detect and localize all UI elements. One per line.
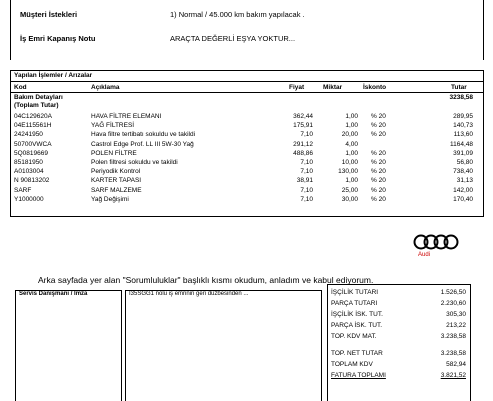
divider [11, 81, 483, 82]
cell-amount: 113,60 [453, 131, 473, 139]
totals-value: 305,30 [446, 311, 466, 318]
cell-desc: SARF MALZEME [91, 186, 142, 194]
table-row [11, 131, 483, 140]
divider [11, 92, 483, 93]
totals-value: 3.238,58 [440, 333, 466, 340]
labor-details-label [14, 94, 63, 110]
cell-amount: 738,40 [453, 168, 473, 176]
cell-price: 362,44 [293, 113, 313, 120]
cell-desc: Yağ Değişimi [91, 195, 129, 203]
cell-price: 7,10 [300, 131, 313, 139]
table-row [11, 177, 483, 186]
cell-code: 85181950 [14, 159, 43, 166]
cell-amount: 140,73 [453, 122, 473, 130]
cell-price: 488,86 [293, 149, 313, 157]
cell-qty: 4,00 [345, 140, 358, 148]
totals-row [331, 310, 466, 320]
cell-desc: Periyodik Kontrol [91, 168, 141, 176]
totals-value: 582,94 [446, 361, 466, 368]
cell-code: 04C129620A [14, 113, 52, 120]
cell-qty: 30,00 [341, 195, 358, 203]
cell-desc: YAĞ FİLTRESİ [91, 122, 135, 130]
cell-qty: 1,00 [345, 177, 358, 185]
operations-table [10, 70, 484, 217]
cell-price: 291,12 [293, 140, 313, 148]
cell-qty: 10,00 [341, 159, 358, 166]
totals-value: 1.526,50 [440, 289, 466, 296]
declaration-text: Arka sayfada yer alan "Sorumluluklar" başlıklı kısmı okudum, anladım ve kabul ediyorum. [38, 275, 374, 285]
cell-desc: HAVA FİLTRE ELEMANI [91, 113, 162, 120]
totals-label: TOP. KDV MAT. [331, 333, 377, 340]
cell-amount: 31,13 [456, 177, 473, 185]
table-row [11, 150, 483, 159]
cell-amount: 1164,48 [449, 140, 473, 148]
service-advisor-box [15, 290, 122, 401]
notes-text: İ35SGG1 nolu iş emrinin geri düzbesinden ... [129, 291, 249, 297]
cell-price: 38,91 [296, 177, 313, 185]
cell-disc: % 20 [371, 186, 386, 194]
totals-row [331, 299, 466, 309]
table-row [11, 141, 483, 150]
cell-disc: % 20 [371, 113, 386, 120]
totals-row [331, 332, 466, 342]
cell-price: 7,10 [300, 168, 313, 176]
cell-qty: 20,00 [341, 131, 358, 139]
col-description: Açıklama [91, 84, 120, 91]
col-qty: Miktar [323, 84, 343, 91]
table-row [11, 196, 483, 205]
customer-requests-label: Müşteri İstekleri [20, 10, 78, 19]
cell-amount: 391,09 [453, 149, 473, 157]
col-price: Fiyat [289, 84, 305, 91]
cell-desc: POLEN FİLTRE [91, 149, 137, 157]
cell-desc: Polen filtresi sokuldu ve takildi [91, 159, 178, 166]
totals-row [331, 349, 466, 359]
cell-disc: % 20 [371, 122, 386, 130]
totals-label: TOPLAM KDV [331, 361, 373, 368]
cell-desc: Hava filtre tertibatı sokuldu ve takildi [91, 131, 196, 139]
cell-code: SARF [14, 186, 32, 194]
cell-code: Y1000000 [14, 195, 44, 203]
cell-qty: 1,00 [345, 122, 358, 130]
audi-logo-icon [412, 232, 460, 252]
notes-box [125, 290, 322, 401]
closing-note-value: ARAÇTA DEĞERLİ EŞYA YOKTUR... [170, 34, 296, 43]
totals-value: 3.238,58 [440, 350, 466, 357]
totals-label: İŞÇİLİK TUTARI [331, 289, 379, 296]
table-row [11, 122, 483, 131]
cell-disc: % 20 [371, 195, 386, 203]
audi-brand-text: Audi [418, 252, 431, 258]
totals-label: İŞÇİLİK İSK. TUT. [331, 311, 383, 318]
cell-code: 5Q0819669 [14, 149, 48, 157]
operations-title: Yapılan İşlemler / Arızalar [14, 72, 93, 79]
labor-details-line2: (Toplam Tutar) [14, 102, 59, 109]
cell-code: 04E115561H [14, 122, 52, 130]
cell-disc: % 20 [371, 168, 386, 176]
cell-amount: 142,00 [453, 186, 473, 194]
cell-amount: 56,80 [456, 159, 473, 166]
totals-value: 2.230,60 [440, 300, 466, 307]
col-amount: Tutar [451, 84, 467, 91]
closing-note-label: İş Emri Kapanış Notu [20, 34, 96, 43]
cell-qty: 25,00 [341, 186, 358, 194]
cell-price: 7,10 [300, 186, 313, 194]
table-row [11, 187, 483, 196]
cell-code: 50700VWCA [14, 140, 52, 148]
cell-code: 24241950 [14, 131, 43, 139]
header-section [10, 0, 484, 60]
cell-desc: Castrol Edge Prof. LL III 5W-30 Yağ [91, 140, 194, 148]
totals-row [331, 371, 466, 381]
cell-code: A0103004 [14, 168, 44, 176]
cell-qty: 1,00 [345, 149, 358, 157]
totals-label: PARÇA TUTARI [331, 300, 378, 307]
labor-total: 3238,58 [449, 94, 473, 101]
totals-value: 213,22 [446, 322, 466, 329]
table-row [11, 113, 483, 122]
labor-details-line1: Bakım Detayları [14, 94, 63, 101]
totals-value: 3.821,52 [440, 372, 466, 379]
cell-disc: % 20 [371, 177, 386, 185]
totals-label: PARÇA İSK. TUT. [331, 322, 383, 329]
totals-box [327, 284, 471, 401]
cell-price: 7,10 [300, 159, 313, 166]
totals-label: FATURA TOPLAMI [331, 372, 386, 379]
cell-price: 7,10 [300, 195, 313, 203]
totals-row [331, 288, 466, 298]
cell-amount: 289,95 [453, 113, 473, 120]
cell-amount: 170,40 [453, 195, 473, 203]
table-row [11, 168, 483, 177]
cell-disc: % 20 [371, 149, 386, 157]
totals-row [331, 360, 466, 370]
cell-qty: 130,00 [338, 168, 358, 176]
service-advisor-label: Servis Danışmanı / İmza [19, 291, 88, 297]
table-row [11, 159, 483, 168]
cell-price: 175,91 [293, 122, 313, 130]
col-code: Kod [14, 84, 27, 91]
customer-requests-value: 1) Normal / 45.000 km bakım yapılacak . [170, 10, 305, 19]
cell-disc: % 20 [371, 159, 386, 166]
cell-code: N 90813202 [14, 177, 50, 185]
cell-disc: % 20 [371, 131, 386, 139]
totals-row [331, 321, 466, 331]
cell-desc: KARTER TAPASI [91, 177, 142, 185]
totals-label: TOP. NET TUTAR [331, 350, 383, 357]
col-discount: İskonto [363, 84, 387, 91]
cell-qty: 1,00 [345, 113, 358, 120]
